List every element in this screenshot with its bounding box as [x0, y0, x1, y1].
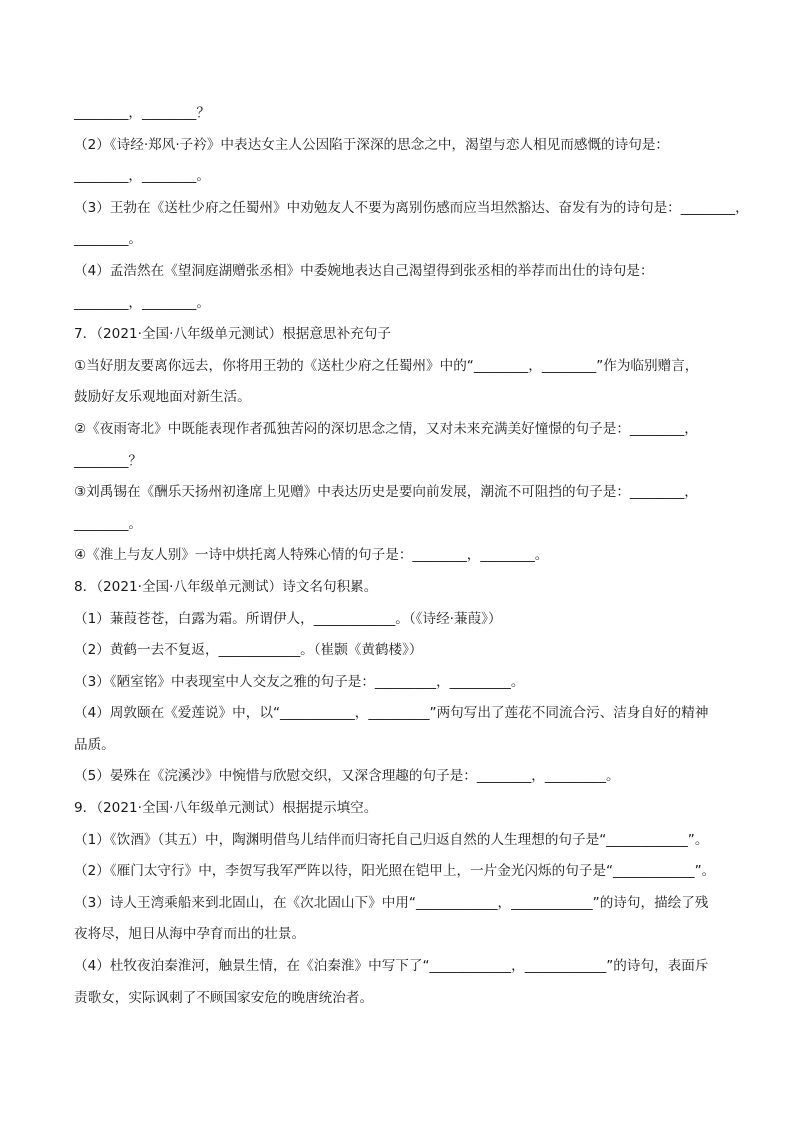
- question-9-3-continued: 夜将尽，旭日从海中孕育而出的壮景。: [74, 926, 306, 943]
- question-9-1: （1）《饮酒》（其五）中，陶渊明借鸟儿结伴而归寄托自己归返自然的人生理想的句子是“____________”。: [74, 831, 709, 848]
- answer-blanks-line: ________，________。: [74, 168, 210, 185]
- question-8-5: （5）晏殊在《浣溪沙》中惋惜与欣慰交织，又深含理趣的句子是：________，_________。: [74, 768, 620, 785]
- answer-blanks-line: ________，________？: [74, 105, 210, 121]
- question-7-1: ①当好朋友要离你远去，你将用王勃的《送杜少府之任蜀州》中的“________，________”作为临别赠言，: [74, 357, 699, 374]
- question-9-2: （2）《雁门太守行》中，李贺写我军严阵以待，阳光照在铠甲上，一片金光闪烁的句子是“____________”。: [74, 863, 716, 880]
- question-9-4: （4）杜牧夜泊秦淮河，触景生情，在《泊秦淮》中写下了“____________，____________”的诗句，表面斥: [74, 958, 709, 975]
- question-8-1: （1）蒹葭苍苍，白露为霜。所谓伊人，____________。（《诗经·蒹葭》）: [74, 610, 502, 627]
- answer-blanks-line: ________？: [74, 452, 142, 469]
- question-content: [74, 103, 749, 1019]
- question-9-3: （3）诗人王湾乘船来到北固山，在《次北固山下》中用“____________，____________”的诗句，描绘了残: [74, 894, 709, 911]
- question-8-3: （3）《陋室铭》中表现室中人交友之雅的句子是：_________，_________。: [74, 673, 525, 690]
- question-7-3: ③刘禹锡在《酬乐天扬州初逢席上见赠》中表达历史是要向前发展，潮流不可阻挡的句子是：________，: [74, 484, 698, 501]
- question-8-4: （4）周敦颐在《爱莲说》中，以“___________，_________”两句写出了莲花不同流合污、洁身自好的精神: [74, 705, 709, 722]
- question-9-4-continued: 责歌女，实际讽刺了不顾国家安危的晚唐统治者。: [74, 989, 374, 1006]
- question-6-4: （4）孟浩然在《望洞庭湖赠张丞相》中委婉地表达自己渴望得到张丞相的举荐而出仕的诗句是：: [74, 262, 654, 279]
- question-6-3: （3）王勃在《送杜少府之任蜀州》中劝勉友人不要为离别伤感而应当坦然豁达、奋发有为的诗句是：________，: [74, 199, 749, 216]
- question-7-2: ②《夜雨寄北》中既能表现作者孤独苦闷的深切思念之情，又对未来充满美好憧憬的句子是：________，: [74, 420, 698, 437]
- question-7-heading: 7．（2021·全国·八年级单元测试）根据意思补充句子: [74, 326, 391, 343]
- question-8-4-continued: 品质。: [74, 736, 115, 753]
- answer-blanks-line: ________。: [74, 231, 142, 248]
- answer-blanks-line: ________，________。: [74, 294, 210, 311]
- question-9-heading: 9．（2021·全国·八年级单元测试）根据提示填空。: [74, 800, 378, 817]
- question-8-2: （2）黄鹤一去不复返，____________。（崔颢《黄鹤楼》）: [74, 642, 423, 659]
- question-7-4: ④《淮上与友人别》一诗中烘托离人特殊心情的句子是：________，________。: [74, 547, 549, 564]
- question-7-1-continued: 鼓励好友乐观地面对新生活。: [74, 389, 251, 406]
- question-8-heading: 8．（2021·全国·八年级单元测试）诗文名句积累。: [74, 578, 378, 595]
- question-6-2: （2）《诗经·郑风·子衿》中表达女主人公因陷于深深的思念之中，渴望与恋人相见而感慨的诗句是：: [74, 136, 670, 153]
- answer-blanks-line: ________。: [74, 515, 142, 532]
